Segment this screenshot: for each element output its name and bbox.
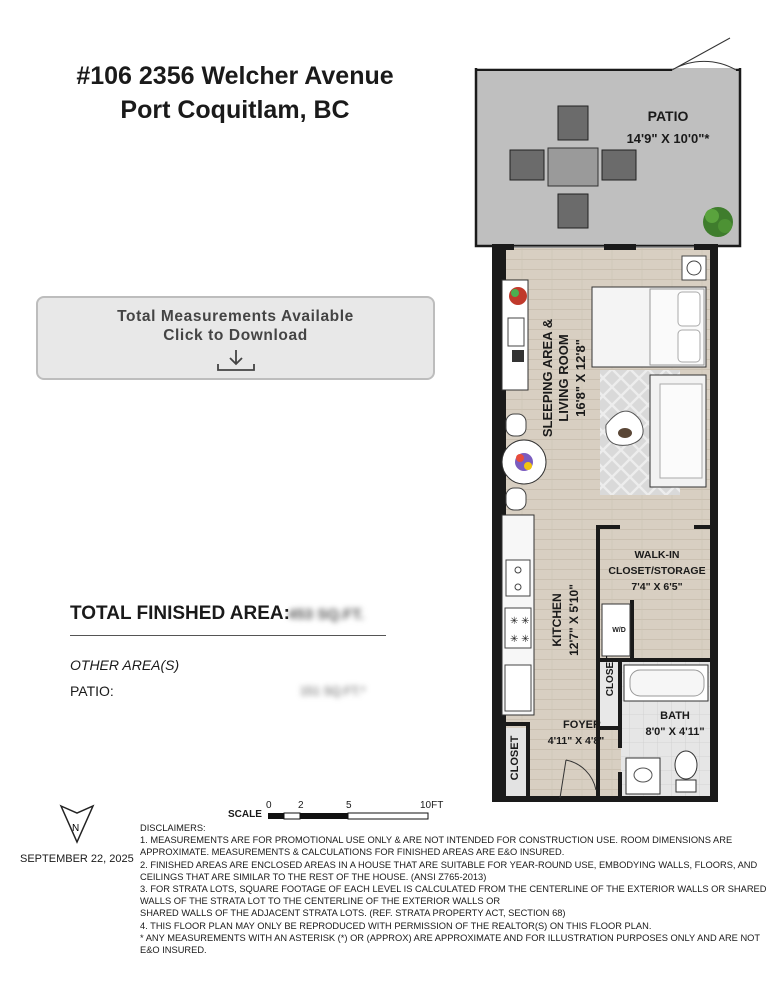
other-areas-heading: OTHER AREA(S) [70,657,180,673]
scale-tick-5: 5 [346,800,352,811]
disclaimer-line: CEILINGS THAT ARE SIMILAR TO THE REST OF THE HOUSE. (ANSI Z765-2013) [140,871,487,882]
walkin-name-2: CLOSET/STORAGE [608,565,706,577]
disclaimer-line: SHARED WALLS OF THE ADJACENT STRATA LOTS. (REF. STRATA PROPERTY ACT, SECTION 68) [140,908,566,919]
bath-dims: 8'0" X 4'11" [645,726,705,738]
bath-name: BATH [660,710,690,722]
svg-text:✳ ✳: ✳ ✳ [510,634,530,645]
disclaimer-line: 3. FOR STRATA LOTS, SQUARE FOOTAGE OF EACH LEVEL IS CALCULATED FROM THE CENTERLINE OF THE EXTERIOR WALLS OR SHARED [140,884,767,895]
patio-gate [672,38,736,70]
scale-tick-2: 2 [298,800,304,811]
foyer-name: FOYER [563,719,601,731]
closet-right-label: CLOSET [605,655,616,697]
scale-label: SCALE [228,809,262,820]
bed-icon [592,287,706,367]
kitchen-dims: 12'7" X 5'10" [567,584,581,656]
plan-date: SEPTEMBER 22, 2025 [20,853,134,865]
download-button-line-2: Click to Download [163,327,308,344]
floor-plan [470,30,760,805]
desk-icon [502,280,528,390]
address-line-1: #106 2356 Welcher Avenue [76,62,394,90]
disclaimer-line: * ANY MEASUREMENTS WITH AN ASTERISK (*) OR (APPROX) ARE APPROXIMATE AND FOR ILLUSTRATION PURPOSES ONLY AND ARE NOT [140,932,761,943]
vanity-icon [626,758,660,794]
kitchen-name: KITCHEN [550,593,564,647]
north-arrow-icon [58,803,98,845]
patio-name: PATIO [647,108,689,124]
walkin-dims: 7'4" X 6'5" [631,581,683,593]
living-name-1: SLEEPING AREA & [540,318,555,438]
living-dims: 16'8" X 12'8" [573,339,588,417]
toilet-icon [675,751,697,792]
nightstand-icon [682,256,706,280]
download-button-line-1: Total Measurements Available [117,308,354,325]
bathtub-icon [624,665,708,701]
closet-left-label: CLOSET [509,735,521,781]
kitchen-counter [502,515,534,715]
download-measurements-button[interactable] [36,296,435,380]
download-icon [216,348,256,374]
disclaimer-line: WALLS OF THE STRATA LOT TO THE CENTERLINE OF THE EXTERIOR WALLS OR [140,896,501,907]
area-divider [70,635,386,636]
disclaimer-line: 2. FINISHED AREAS ARE ENCLOSED AREAS IN A HOUSE THAT ARE SUITABLE FOR YEAR-ROUND USE, EMBODYING WALLS, FLOORS, AND [140,859,758,870]
total-area-value: 453 SQ.FT. [288,606,364,623]
walkin-name-1: WALK-IN [634,549,680,561]
disclaimer-line: E&O INSURED. [140,945,207,956]
sink-icon [506,560,530,596]
foyer-dims: 4'11" X 4'8" [547,735,605,747]
disclaimer-line: 4. THIS FLOOR PLAN MAY ONLY BE REPRODUCED WITH PERMISSION OF THE REALTOR(S) ON THIS FLOOR PLAN. [140,920,652,931]
scale-tick-10: 10FT [420,800,444,811]
north-label: N [72,823,80,834]
svg-text:✳ ✳: ✳ ✳ [510,616,530,627]
disclaimer-line: DISCLAIMERS: [140,823,206,833]
disclaimer-line: 1. MEASUREMENTS ARE FOR PROMOTIONAL USE ONLY & ARE NOT INTENDED FOR CONSTRUCTION USE. ROOM DIMENSIONS ARE [140,835,733,846]
sofa-icon [650,375,706,487]
address-line-2: Port Coquitlam, BC [120,96,350,124]
patio [476,38,740,246]
disclaimer-line: APPROXIMATE. MEASUREMENTS & CALCULATIONS FOR FINISHED AREAS ARE E&O INSURED. [140,847,565,858]
living-name-2: LIVING ROOM [556,334,571,422]
total-area-label: TOTAL FINISHED AREA: [70,603,290,624]
fridge-icon [505,665,531,711]
scale-tick-0: 0 [266,800,272,811]
scale-bar [268,812,448,820]
patio-dims: 14'9" X 10'0"* [626,131,710,146]
patio-area-label: PATIO: [70,683,114,699]
patio-area-value: 151 SQ.FT.* [300,684,366,698]
wd-label: W/D [612,627,626,634]
plant-icon [703,207,733,237]
disclaimers [140,822,767,956]
